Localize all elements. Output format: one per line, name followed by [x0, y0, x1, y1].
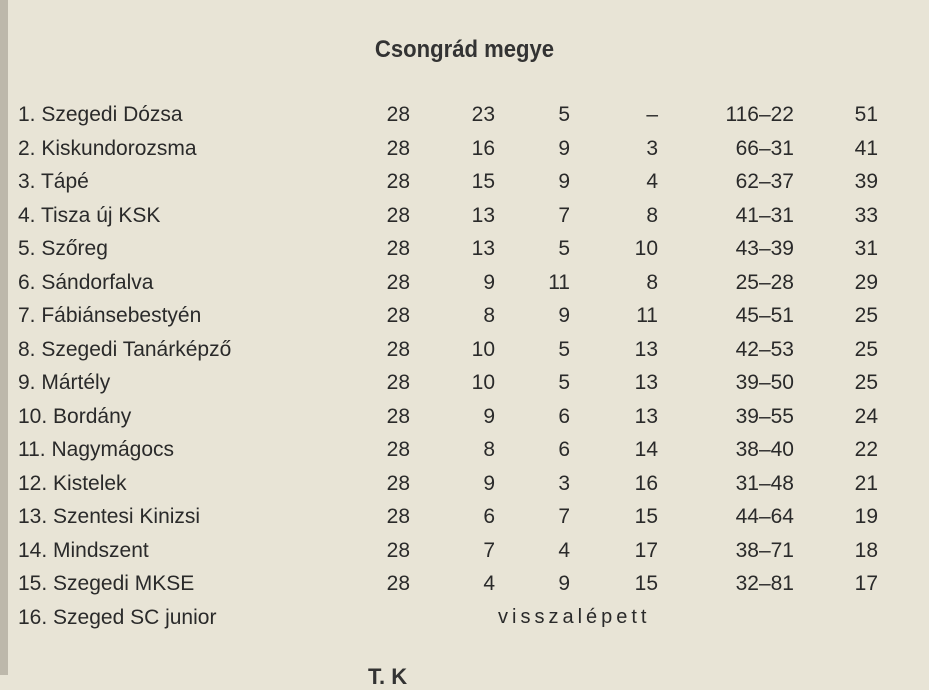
- table-row: [0, 103, 929, 137]
- drawn-cell: 9: [558, 304, 570, 327]
- won-cell: 13: [471, 237, 495, 260]
- points-cell: 24: [854, 404, 878, 428]
- table-row: [0, 204, 929, 238]
- goals-cell: 62–37: [735, 170, 794, 193]
- won-cell: 10: [471, 337, 495, 361]
- goals-cell: 66–31: [735, 136, 794, 160]
- drawn-cell: 6: [558, 438, 570, 461]
- played-cell: 28: [386, 438, 410, 461]
- team-name: 1. Szegedi Dózsa: [18, 103, 183, 126]
- table-row: [0, 271, 929, 305]
- team-name: 11. Nagymágocs: [18, 438, 175, 461]
- table-row: [0, 170, 929, 204]
- goals-cell: 39–55: [735, 404, 794, 428]
- drawn-cell: 5: [558, 103, 570, 126]
- goals-cell: 42–53: [735, 337, 794, 361]
- table-row: [0, 304, 929, 338]
- won-cell: 4: [483, 572, 495, 595]
- drawn-cell: 5: [558, 337, 570, 361]
- team-name: 4. Tisza új KSK: [18, 203, 161, 227]
- won-cell: 13: [471, 203, 495, 227]
- won-cell: 6: [483, 505, 495, 528]
- points-cell: 21: [854, 471, 878, 495]
- played-cell: 28: [386, 237, 410, 260]
- table-row: [0, 405, 929, 439]
- played-cell: 28: [386, 337, 410, 361]
- team-name: 15. Szegedi MKSE: [18, 572, 195, 595]
- won-cell: 9: [483, 404, 495, 428]
- team-name: 14. Mindszent: [18, 538, 149, 562]
- team-name: 8. Szegedi Tanárképző: [18, 337, 232, 361]
- points-cell: 29: [854, 270, 878, 294]
- team-name: 9. Mártély: [18, 371, 111, 394]
- played-cell: 28: [386, 170, 410, 193]
- table-row: [0, 539, 929, 573]
- points-cell: 39: [854, 170, 878, 193]
- won-cell: 15: [471, 170, 495, 193]
- lost-cell: 4: [646, 170, 658, 193]
- played-cell: 28: [386, 103, 410, 126]
- team-name: 3. Tápé: [18, 170, 89, 193]
- goals-cell: 32–81: [735, 572, 794, 595]
- table-row: [0, 572, 929, 606]
- lost-cell: 13: [634, 404, 658, 428]
- goals-cell: 38–71: [735, 538, 794, 562]
- table-row: [0, 137, 929, 171]
- drawn-cell: 3: [558, 471, 570, 495]
- goals-cell: 45–51: [735, 304, 794, 327]
- team-name: 7. Fábiánsebestyén: [18, 304, 202, 327]
- won-cell: 23: [471, 103, 495, 126]
- goals-cell: 43–39: [735, 237, 794, 260]
- table-row: [0, 338, 929, 372]
- standings-table: [0, 103, 929, 639]
- points-cell: 22: [854, 438, 878, 461]
- points-cell: 41: [854, 136, 878, 160]
- lost-cell: 15: [634, 505, 658, 528]
- played-cell: 28: [386, 538, 410, 562]
- lost-cell: 17: [634, 538, 658, 562]
- team-name: 12. Kistelek: [18, 471, 127, 495]
- lost-cell: 10: [634, 237, 658, 260]
- lost-cell: 14: [634, 438, 658, 461]
- points-cell: 33: [854, 203, 878, 227]
- goals-cell: 44–64: [735, 505, 794, 528]
- won-cell: 10: [471, 371, 495, 394]
- drawn-cell: 4: [558, 538, 570, 562]
- table-row: [0, 237, 929, 271]
- played-cell: 28: [386, 136, 410, 160]
- points-cell: 25: [854, 304, 878, 327]
- goals-cell: 31–48: [735, 471, 794, 495]
- won-cell: 9: [483, 471, 495, 495]
- played-cell: 28: [386, 203, 410, 227]
- withdrawn-status: visszalépett: [498, 605, 651, 628]
- table-row: [0, 371, 929, 405]
- won-cell: 8: [483, 438, 495, 461]
- played-cell: 28: [386, 471, 410, 495]
- table-row-withdrawn: [0, 606, 929, 640]
- drawn-cell: 6: [558, 404, 570, 428]
- played-cell: 28: [386, 304, 410, 327]
- played-cell: 28: [386, 371, 410, 394]
- goals-cell: 41–31: [735, 203, 794, 227]
- lost-cell: 3: [646, 136, 658, 160]
- points-cell: 17: [854, 572, 878, 595]
- lost-cell: 8: [646, 270, 658, 294]
- drawn-cell: 11: [548, 270, 570, 294]
- played-cell: 28: [386, 572, 410, 595]
- points-cell: 18: [854, 538, 878, 562]
- drawn-cell: 7: [558, 505, 570, 528]
- played-cell: 28: [386, 270, 410, 294]
- drawn-cell: 5: [558, 371, 570, 394]
- team-name: 13. Szentesi Kinizsi: [18, 505, 201, 528]
- team-name: 5. Szőreg: [18, 237, 108, 260]
- points-cell: 31: [854, 237, 878, 260]
- team-name: 16. Szeged SC junior: [18, 605, 217, 629]
- table-row: [0, 438, 929, 472]
- lost-cell: 16: [634, 471, 658, 495]
- lost-cell: 15: [634, 572, 658, 595]
- points-cell: 19: [854, 505, 878, 528]
- won-cell: 9: [483, 270, 495, 294]
- won-cell: 7: [483, 538, 495, 562]
- lost-cell: 13: [634, 371, 658, 394]
- lost-cell: 13: [634, 337, 658, 361]
- page-title: Csongrád megye: [374, 36, 555, 63]
- points-cell: 25: [854, 337, 878, 361]
- lost-cell: –: [646, 103, 658, 126]
- next-section-heading-fragment: T. K: [368, 664, 408, 689]
- lost-cell: 8: [646, 203, 658, 227]
- goals-cell: 38–40: [735, 438, 794, 461]
- played-cell: 28: [386, 404, 410, 428]
- team-name: 10. Bordány: [18, 404, 132, 428]
- points-cell: 25: [854, 371, 878, 394]
- goals-cell: 39–50: [735, 371, 794, 394]
- won-cell: 16: [471, 136, 495, 160]
- table-row: [0, 505, 929, 539]
- team-name: 2. Kiskundorozsma: [18, 136, 197, 160]
- drawn-cell: 9: [558, 136, 570, 160]
- team-name: 6. Sándorfalva: [18, 270, 154, 294]
- table-row: [0, 472, 929, 506]
- points-cell: 51: [854, 103, 878, 126]
- drawn-cell: 5: [558, 237, 570, 260]
- drawn-cell: 9: [558, 170, 570, 193]
- lost-cell: 11: [636, 304, 658, 327]
- drawn-cell: 9: [558, 572, 570, 595]
- goals-cell: 25–28: [735, 270, 794, 294]
- goals-cell: 116–22: [725, 103, 794, 126]
- played-cell: 28: [386, 505, 410, 528]
- won-cell: 8: [483, 304, 495, 327]
- drawn-cell: 7: [558, 203, 570, 227]
